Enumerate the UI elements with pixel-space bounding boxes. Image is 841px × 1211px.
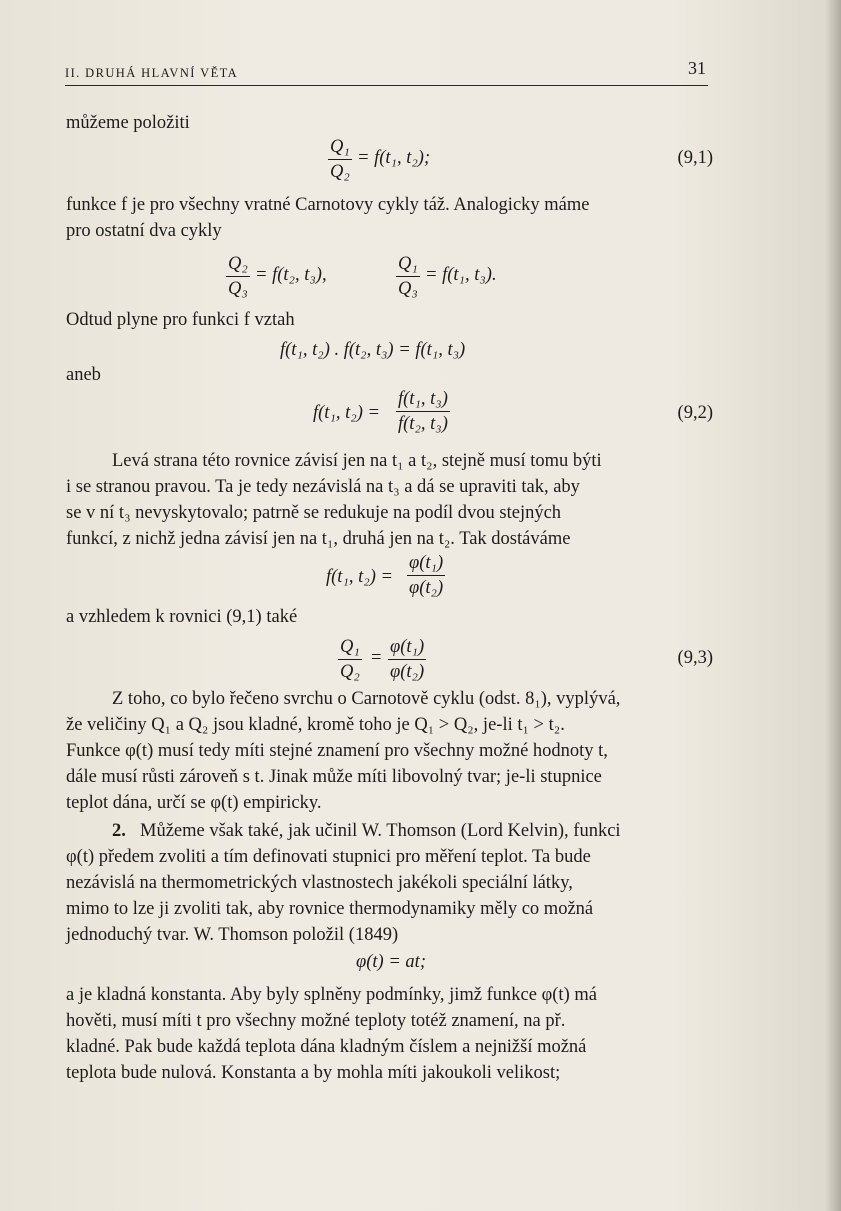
text-line: Funkce φ(t) musí tedy míti stejné znamení pro všechny možné hodnoty t, bbox=[66, 741, 608, 761]
text-line: teplota bude nulová. Konstanta a by mohla míti jakoukoli velikost; bbox=[66, 1063, 561, 1083]
text-line: pro ostatní dva cykly bbox=[66, 221, 222, 241]
fraction-phi: $\frac{\text{φ(t₁)}}{\text{φ(t₂)}}$ bbox=[390, 637, 425, 682]
text-line: a je kladná konstanta. Aby byly splněny podmínky, jimž funkce φ(t) má bbox=[66, 985, 597, 1005]
text-line: hověti, musí míti t pro všechny možné teploty totéž znamení, na př. bbox=[66, 1011, 566, 1031]
text-line: Z toho, co bylo řečeno svrchu o Carnotově cyklu (odst. 8₁), vyplývá, bbox=[112, 689, 621, 709]
text-line: Můžeme však také, jak učinil W. Thomson (Lord Kelvin), funkci bbox=[140, 821, 621, 841]
fraction-q1-q2: $\frac{\text{Q₁}}{\text{Q₂}}$ bbox=[340, 637, 360, 682]
text-line: funkce f je pro všechny vratné Carnotovy cykly táž. Analogicky máme bbox=[66, 195, 590, 215]
page-edge-shadow bbox=[825, 0, 841, 1211]
text-line: se v ní t₃ nevyskytovalo; patrně se redukuje na podíl dvou stejných bbox=[66, 503, 562, 523]
page-number: 31 bbox=[688, 58, 706, 78]
equation-tag: (9,1) bbox=[677, 148, 713, 168]
text-line: že veličiny Q₁ a Q₂ jsou kladné, kromě toho je Q₁ > Q₂, je-li t₁ > t₂. bbox=[66, 715, 565, 735]
equation-rhs: = f(t₁, t₂); bbox=[357, 148, 431, 168]
equation-rhs: = f(t₁, t₃). bbox=[425, 265, 497, 285]
text-line: i se stranou pravou. Ta je tedy nezávislá na t₃ a dá se upraviti tak, aby bbox=[66, 477, 580, 497]
fraction-f: $\frac{\text{f(t₁, t₃)}}{\text{f(t₂, t₃)}}$ bbox=[398, 389, 448, 434]
text-line: mimo to lze ji zvoliti tak, aby rovnice thermodynamiky měly co možná bbox=[66, 899, 594, 919]
text-line: kladné. Pak bude každá teplota dána kladným číslem a nejnižší možná bbox=[66, 1037, 587, 1057]
equation-rhs: = f(t₂, t₃), bbox=[255, 265, 327, 285]
running-header: II. DRUHÁ HLAVNÍ VĚTA bbox=[65, 66, 239, 80]
equation-lhs: f(t₁, t₂) = bbox=[313, 403, 380, 423]
fraction-q2-q3: $\frac{\text{Q₂}}{\text{Q₃}}$ bbox=[228, 254, 248, 299]
equation-tag: (9,2) bbox=[677, 403, 713, 423]
text-line: funkcí, z nichž jedna závisí jen na t₁, druhá jen na t₂. Tak dostáváme bbox=[66, 529, 571, 549]
equation: φ(t) = at; bbox=[356, 952, 426, 972]
equals-sign: = bbox=[371, 648, 382, 668]
fraction-phi: $\frac{\text{φ(t₁)}}{\text{φ(t₂)}}$ bbox=[409, 553, 444, 598]
section-number: 2. bbox=[112, 821, 126, 841]
text-line: φ(t) předem zvoliti a tím definovati stupnici pro měření teplot. Ta bude bbox=[66, 847, 591, 867]
header-rule bbox=[65, 85, 708, 86]
text-line: teplot dána, určí se φ(t) empiricky. bbox=[66, 793, 322, 813]
text-line: dále musí růsti zároveň s t. Jinak může míti libovolný tvar; je-li stupnice bbox=[66, 767, 602, 787]
text-line: nezávislá na thermometrických vlastnostech jakékoli speciální látky, bbox=[66, 873, 573, 893]
text-line: jednoduchý tvar. W. Thomson položil (1849) bbox=[66, 925, 399, 945]
equation-tag: (9,3) bbox=[677, 648, 713, 668]
text-line: aneb bbox=[66, 365, 101, 385]
text-line: a vzhledem k rovnici (9,1) také bbox=[66, 607, 298, 627]
fraction-q1-q2: $\frac{\text{Q₁}}{\text{Q₂}}$ bbox=[330, 137, 350, 182]
text-line: Levá strana této rovnice závisí jen na t₁ a t₂, stejně musí tomu býti bbox=[112, 451, 602, 471]
equation-lhs: f(t₁, t₂) = bbox=[326, 567, 393, 587]
fraction-q1-q3: $\frac{\text{Q₁}}{\text{Q₃}}$ bbox=[398, 254, 418, 299]
equation: f(t₁, t₂) . f(t₂, t₃) = f(t₁, t₃) bbox=[280, 340, 466, 360]
text-line: Odtud plyne pro funkci f vztah bbox=[66, 310, 295, 330]
text-line: můžeme položiti bbox=[66, 113, 190, 133]
